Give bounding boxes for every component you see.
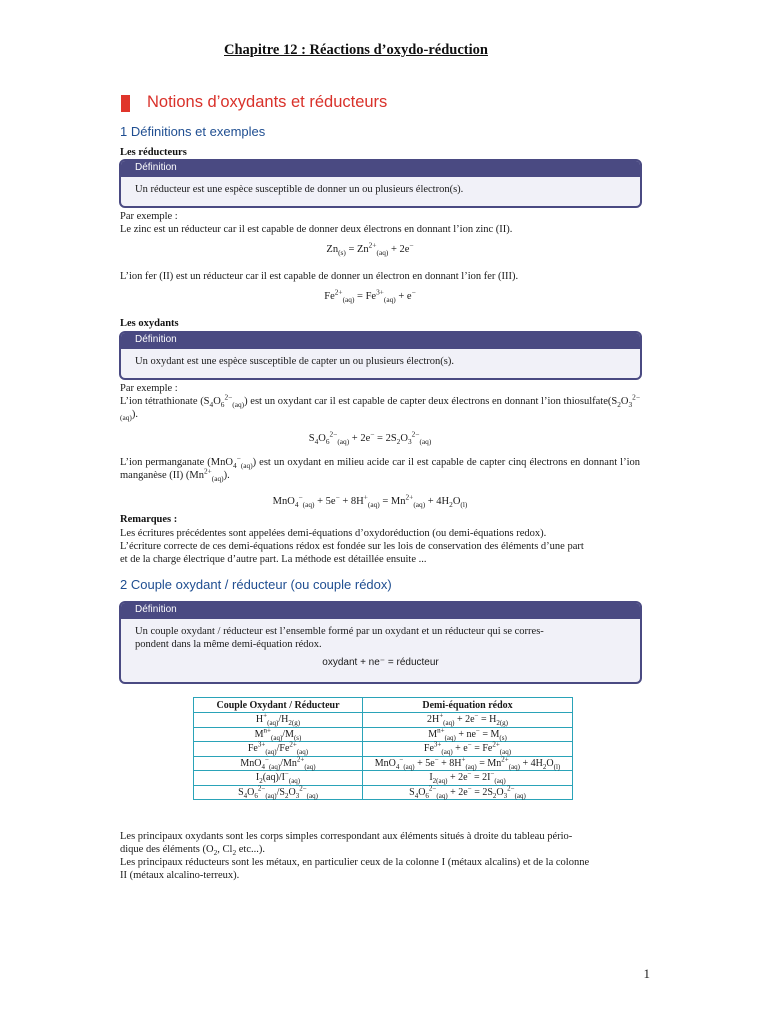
conclusion-line: dique des éléments ($O_2$, $Cl_2$ etc...). — [120, 844, 265, 858]
definition-text: Un oxydant est une espèce susceptible de capter un ou plusieurs électron(s). — [135, 356, 454, 367]
chapter-title: Chapitre 12 : Réactions d’oxydo-réduction — [224, 42, 488, 58]
table-row — [194, 727, 573, 742]
table-cell: $I_2(aq)/I^-_{(aq)}$ — [194, 771, 363, 786]
section-number-marker — [121, 95, 130, 112]
definition-line: pondent dans la même demi-équation rédox. — [135, 639, 322, 650]
table-cell: $Fe^{3+}_{(aq)}/Fe^{2+}_{(aq)}$ — [194, 742, 363, 757]
table-header-cell: Couple Oxydant / Réducteur — [194, 698, 363, 713]
remarque-line: L’écriture correcte de ces demi-équations rédox est fondée sur les lois de conservation des éléments d’une part — [120, 541, 584, 552]
table-cell: $M^{n+}_{(aq)}/M_{(s)}$ — [194, 727, 363, 742]
remarque-line: Les écritures précédentes sont appelées demi-équations d’oxydoréduction (ou demi-équations redox). — [120, 528, 547, 539]
reducteurs-heading: Les réducteurs — [120, 147, 187, 158]
conclusion-line: Les principaux oxydants sont les corps simples correspondant aux éléments situés à droite du tableau pério- — [120, 831, 573, 842]
table-cell: $S_4O_6^{2-}_{(aq)} + 2e^- = 2S_2O_3^{2-}_{(aq)}$ — [363, 785, 573, 800]
definition-box-oxydant — [119, 331, 642, 380]
table-row — [194, 785, 573, 800]
permanganate-equation: $MnO_4^-_{(aq)} + 5e^- + 8H^+_{(aq)} = Mn^{2+}_{(aq)} + 4H_2O_{(l)}$ — [272, 492, 468, 510]
table-cell: $Fe^{3+}_{(aq)} + e^- = Fe^{2+}_{(aq)}$ — [363, 742, 573, 757]
section-title: Notions d’oxydants et réducteurs — [147, 93, 388, 111]
definition-box-reducteur — [119, 159, 642, 208]
table-cell: $2H^+_{(aq)} + 2e^- = H_{2(g)}$ — [363, 713, 573, 728]
definition-line: Un couple oxydant / réducteur est l’ensemble formé par un oxydant et un réducteur qui se corres- — [135, 626, 544, 637]
table-row — [194, 756, 573, 771]
definition-box-couple — [119, 601, 642, 684]
zinc-text: Le zinc est un réducteur car il est capable de donner deux électrons en donnant l’ion zinc (II). — [120, 224, 513, 235]
table-cell: $I_{2(aq)} + 2e^- = 2I^-_{(aq)}$ — [363, 771, 573, 786]
tetrathionate-text: L’ion tétrathionate $(S_4O_6^{2-}_{(aq)})$ est un oxydant car il est capable de capter deux électrons en donnant l’ion $thiosulfate(S_2O_3^{2-}_{(aq)})$. — [120, 392, 640, 423]
definition-text: Un réducteur est une espèce susceptible de donner un ou plusieurs électron(s). — [135, 184, 464, 195]
remarques-title: Remarques : — [120, 514, 178, 525]
definition-label: Définition — [121, 161, 640, 177]
table-cell: $H^+_{(aq)}/H_{2(g)}$ — [194, 713, 363, 728]
definition-label: Définition — [121, 333, 640, 349]
conclusion-line: Les principaux réducteurs sont les métaux, en particulier ceux de la colonne I (métaux alcalins) et de la colonne — [120, 857, 590, 868]
table-cell: $MnO_4^-_{(aq)}/Mn^{2+}_{(aq)}$ — [194, 756, 363, 771]
subsection-title: 2 Couple oxydant / réducteur (ou couple rédox) — [120, 577, 392, 592]
table-cell: $S_4O_6^{2-}_{(aq)}/S_2O_3^{2-}_{(aq)}$ — [194, 785, 363, 800]
conclusion-line: II (métaux alcalino-terreux). — [120, 870, 240, 881]
definition-label: Définition — [121, 603, 640, 619]
table-cell: $M^{n+}_{(aq)} + ne^- = M_{(s)}$ — [363, 727, 573, 742]
definition-text — [121, 619, 640, 675]
example-intro: Par exemple : — [120, 211, 178, 222]
fer-equation: $Fe^{2+}_{(aq)} = Fe^{3+}_{(aq)} + e^-$ — [324, 287, 416, 305]
example-intro: Par exemple : — [120, 383, 178, 394]
remarque-line: et de la charge électrique d’autre part. La méthode est détaillée ensuite ... — [120, 554, 427, 565]
table-cell: $MnO_4^-_{(aq)} + 5e^- + 8H^+_{(aq)} = Mn^{2+}_{(aq)} + 4H_2O_{(l)}$ — [363, 756, 573, 771]
couple-formula: oxydant + ne⁻ = réducteur — [322, 657, 439, 668]
table-row — [194, 771, 573, 786]
table-row — [194, 742, 573, 757]
oxydants-heading: Les oxydants — [120, 318, 179, 329]
table-header-cell: Demi-équation rédox — [363, 698, 573, 713]
subsection-title: 1 Définitions et exemples — [120, 124, 266, 139]
fer-text: L’ion fer (II) est un réducteur car il est capable de donner un électron en donnant l’ion fer (III). — [120, 271, 519, 282]
table-header-row — [194, 698, 573, 713]
page-number: 1 — [643, 966, 650, 981]
zinc-equation: $Zn_{(s)} = Zn^{2+}_{(aq)} + 2e^-$ — [326, 240, 414, 258]
redox-couples-table — [193, 697, 573, 800]
permanganate-text: L’ion permanganate (MnO$_4$−$_{(aq)}$) est un oxydant en milieu acide car il est capable de capter cinq électrons en donnant l’ion manganèse (II) $(Mn^{2+}_{(aq)})$. — [120, 453, 640, 484]
table-row — [194, 713, 573, 728]
tetrathionate-equation: $S_4O_6^{2-}_{(aq)} + 2e^- = 2S_2O_3^{2-}_{(aq)}$ — [308, 429, 432, 447]
